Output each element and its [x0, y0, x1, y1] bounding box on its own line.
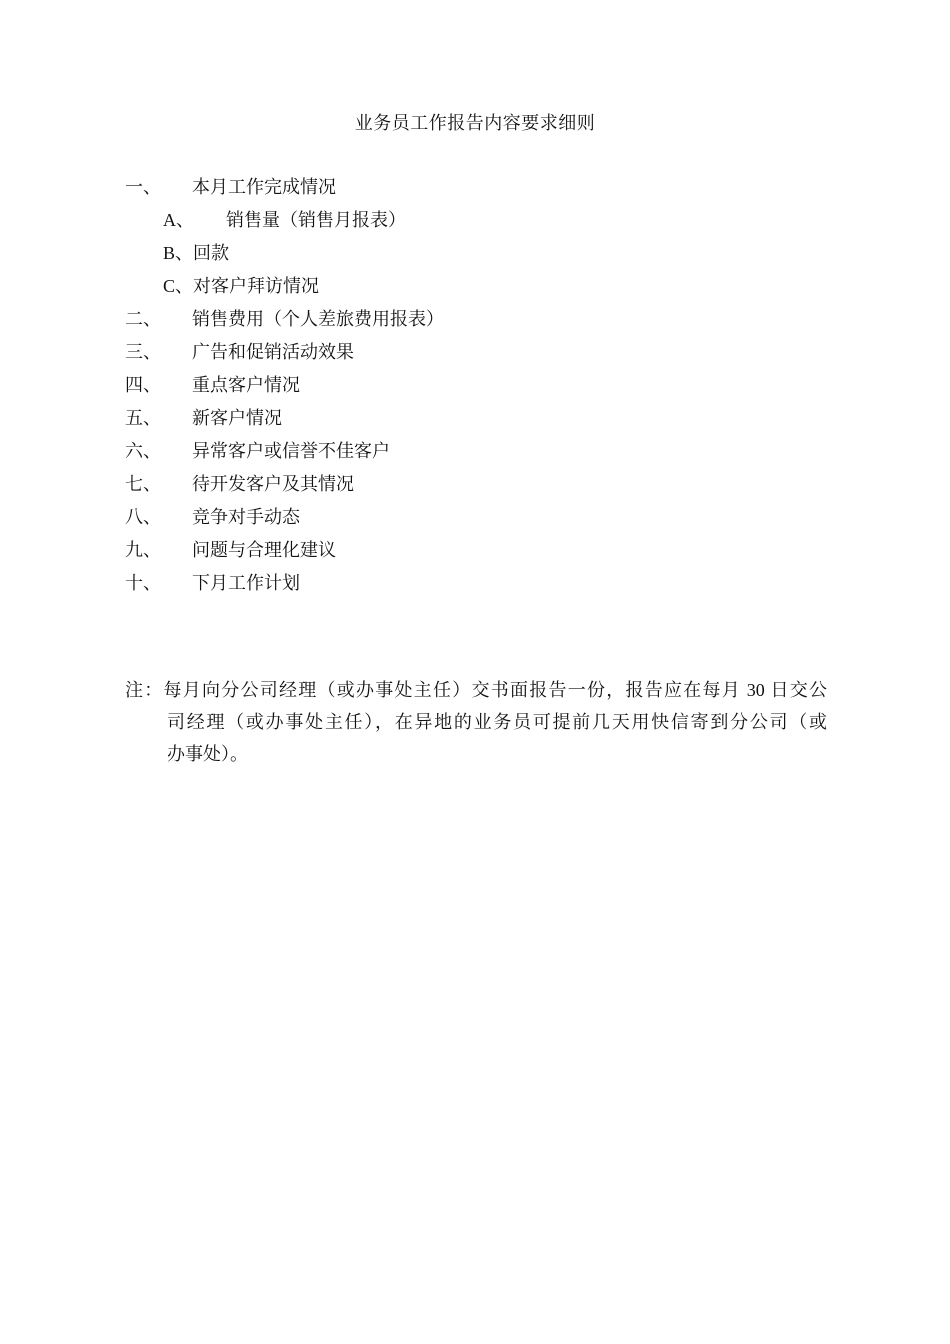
list-item: [125, 436, 845, 469]
list-item: [125, 469, 845, 502]
item-text: 广告和促销活动效果: [192, 342, 354, 362]
list-subitem: [125, 271, 845, 304]
item-number: 六、: [125, 441, 161, 461]
item-text: 竞争对手动态: [192, 507, 300, 527]
note-paragraph: [125, 674, 827, 770]
item-text: 待开发客户及其情况: [192, 474, 354, 494]
item-number: 八、: [125, 507, 161, 527]
item-number: 三、: [125, 342, 161, 362]
note-line: 司经理（或办事处主任），在异地的业务员可提前几天用快信寄到分公司（或: [167, 712, 827, 732]
document-title: 业务员工作报告内容要求细则: [354, 113, 596, 134]
item-number: 九、: [125, 540, 161, 560]
item-number: 五、: [125, 408, 161, 428]
item-text: 异常客户或信誉不佳客户: [192, 441, 390, 461]
subitem-text: 销售量（销售月报表）: [226, 210, 406, 230]
item-text: 新客户情况: [192, 408, 282, 428]
subitem-letter: A、: [163, 210, 194, 230]
list-item: [125, 502, 845, 535]
subitem-text: C、对客户拜访情况: [163, 276, 320, 296]
item-text: 问题与合理化建议: [192, 540, 336, 560]
subitem-text: B、回款: [163, 243, 230, 263]
item-text: 下月工作计划: [192, 573, 300, 593]
list-item: [125, 535, 845, 568]
item-text: 本月工作完成情况: [192, 177, 336, 197]
item-number: 一、: [125, 177, 161, 197]
outline-list: [125, 172, 845, 601]
list-item: [125, 568, 845, 601]
list-item: [125, 370, 845, 403]
list-subitem: [125, 205, 845, 238]
note-line: 注：每月向分公司经理（或办事处主任）交书面报告一份，报告应在每月 30 日交公: [125, 680, 827, 700]
item-text: 重点客户情况: [192, 375, 300, 395]
list-item: [125, 172, 845, 205]
item-number: 七、: [125, 474, 161, 494]
item-number: 二、: [125, 309, 161, 329]
item-text: 销售费用（个人差旅费用报表）: [192, 309, 444, 329]
list-subitem: [125, 238, 845, 271]
item-number: 十、: [125, 573, 161, 593]
list-item: [125, 304, 845, 337]
item-number: 四、: [125, 375, 161, 395]
list-item: [125, 337, 845, 370]
note-line: 办事处）。: [167, 744, 248, 764]
list-item: [125, 403, 845, 436]
